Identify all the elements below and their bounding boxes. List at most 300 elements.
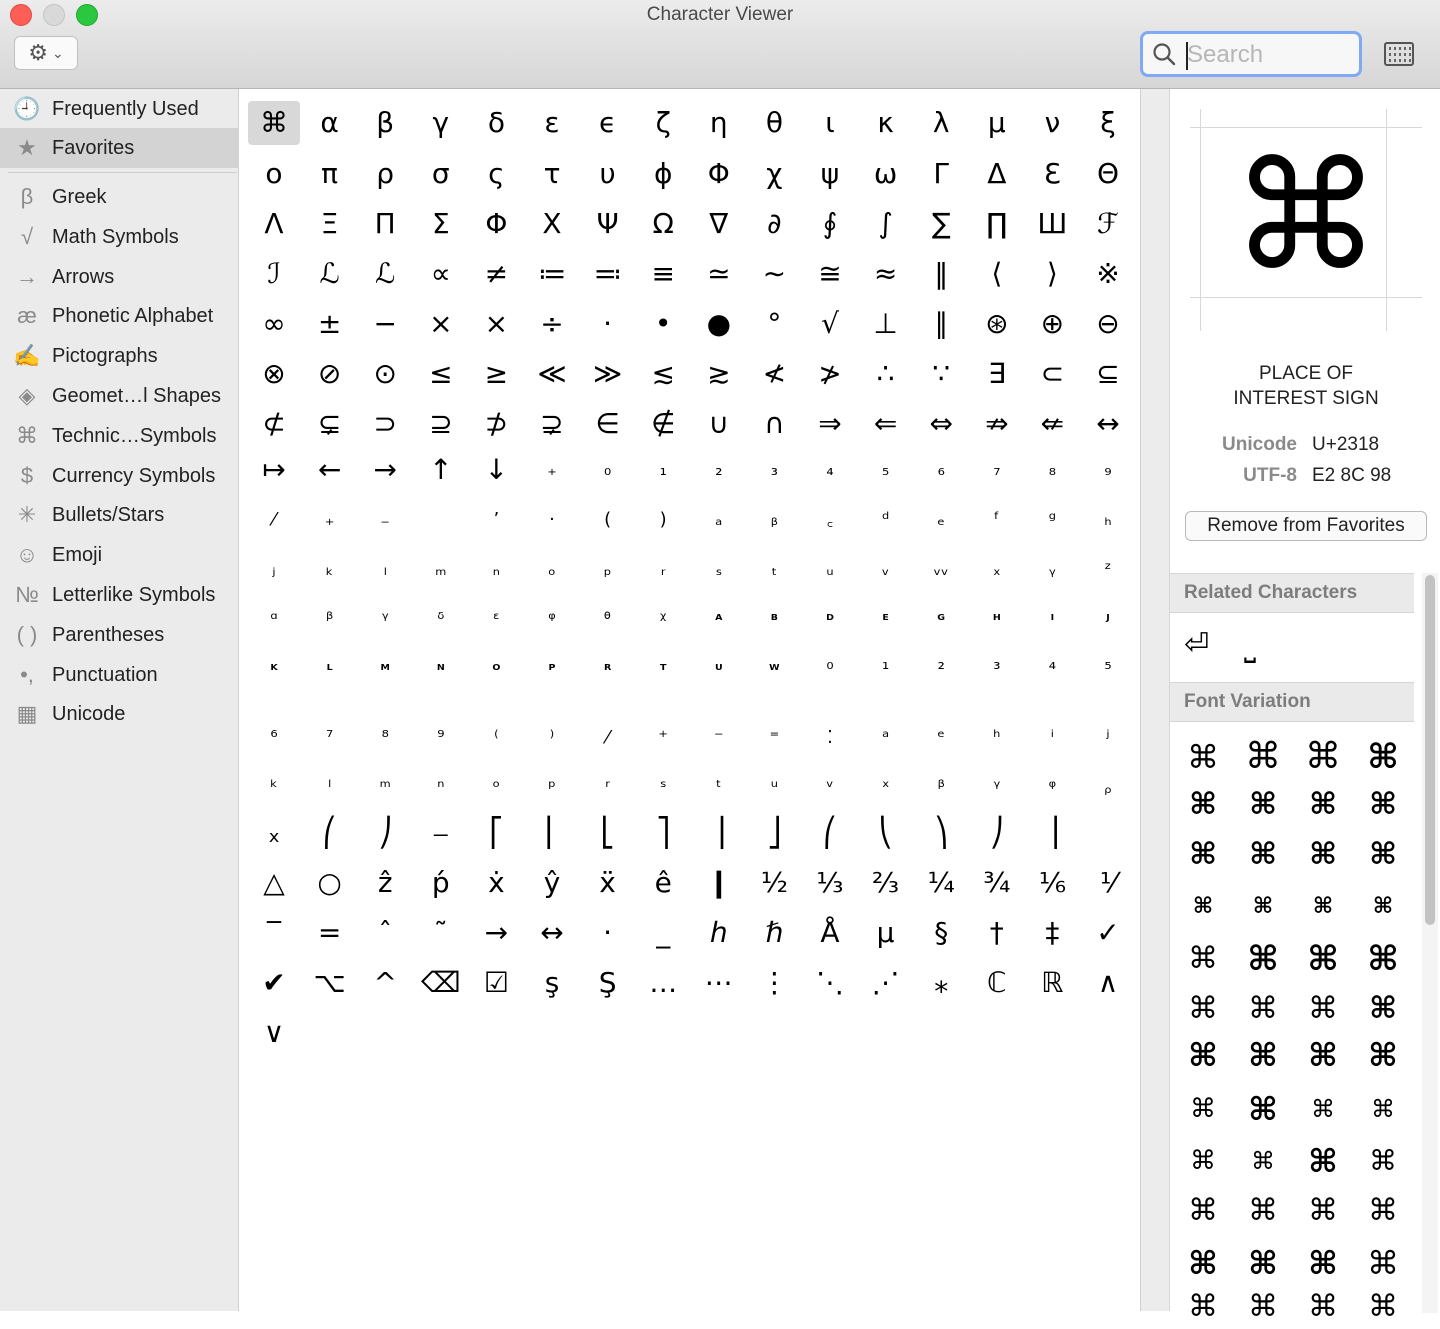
character-cell[interactable]: ᵟ [437, 609, 445, 630]
character-cell[interactable]: ≥ [484, 357, 509, 390]
keyboard-viewer-icon[interactable] [1384, 42, 1414, 66]
character-cell[interactable]: ÷ [540, 307, 564, 340]
character-cell[interactable]: ⎢ [545, 816, 559, 849]
character-cell[interactable]: ₙ [492, 559, 500, 580]
character-cell[interactable]: ⋱ [816, 966, 844, 999]
font-variation-glyph[interactable]: ⌘ [1190, 1146, 1216, 1176]
character-cell[interactable]: ω [873, 157, 898, 190]
character-cell[interactable]: π [321, 157, 339, 190]
character-cell[interactable]: ● [706, 307, 732, 340]
font-variation-glyph[interactable]: ⌘ [1248, 991, 1278, 1026]
character-cell[interactable]: ᴶ [1106, 610, 1110, 629]
font-variation-glyph[interactable]: ⌘ [1192, 894, 1214, 919]
character-cell[interactable]: ₑ [937, 509, 945, 530]
character-cell[interactable]: ₅ [881, 459, 890, 480]
character-cell[interactable]: ṕ [431, 866, 450, 899]
character-cell[interactable]: ⎯ [433, 816, 448, 849]
character-cell[interactable]: − [373, 307, 397, 340]
character-cell[interactable]: ₆ [937, 459, 945, 480]
font-variation-glyph[interactable]: ⌘ [1305, 736, 1341, 777]
character-cell[interactable]: Θ [1096, 157, 1120, 190]
character-cell[interactable]: ⊂ [1040, 357, 1065, 390]
character-cell[interactable]: ⊆ [1096, 357, 1120, 390]
character-cell[interactable]: υ [599, 157, 616, 190]
character-cell[interactable]: ⁄ [606, 727, 610, 748]
character-cell[interactable]: ẋ [488, 866, 505, 899]
font-variation-glyph[interactable]: ⌘ [1308, 1193, 1338, 1228]
character-cell[interactable]: ∵ [932, 357, 951, 390]
sidebar-item-greek[interactable] [0, 177, 239, 217]
character-cell[interactable]: ∼ [762, 257, 787, 290]
character-cell[interactable]: ⊗ [262, 357, 286, 390]
character-cell[interactable]: Ş [598, 966, 617, 999]
character-cell[interactable]: ⋯ [704, 966, 733, 999]
character-cell[interactable]: ∇ [709, 207, 729, 240]
character-cell[interactable]: ᵀ [659, 660, 667, 679]
character-cell[interactable]: ⌥ [313, 966, 346, 999]
character-cell[interactable]: ʲ [1106, 727, 1110, 748]
character-cell[interactable]: ⇒ [818, 407, 842, 440]
character-cell[interactable]: ○ [317, 866, 342, 899]
character-cell[interactable]: λ [932, 106, 950, 139]
character-cell[interactable]: ᵠ [1048, 777, 1057, 798]
character-cell[interactable]: ≡ [651, 257, 675, 290]
character-cell[interactable]: ⁶ [270, 727, 278, 748]
character-cell[interactable]: η [709, 106, 728, 139]
font-variation-glyph[interactable]: ⌘ [1248, 1244, 1278, 1282]
sidebar-item-technic-symbols[interactable] [0, 416, 239, 456]
font-variation-glyph[interactable]: ⌘ [1188, 1193, 1218, 1228]
character-cell[interactable]: ² [937, 659, 945, 680]
character-cell[interactable]: ¼ [927, 866, 955, 899]
character-cell[interactable]: ⁎ [934, 966, 949, 999]
character-cell[interactable]: ← [317, 453, 342, 486]
character-cell[interactable]: ᵨ [1104, 777, 1112, 798]
character-cell[interactable]: ᵍ [1048, 509, 1057, 530]
character-cell[interactable]: ᵥ [881, 559, 890, 580]
character-cell[interactable]: ᴰ [826, 610, 834, 629]
character-cell[interactable]: ₉ [1104, 459, 1112, 480]
character-cell[interactable]: ✔ [262, 966, 286, 999]
character-cell[interactable]: ψ [820, 157, 840, 190]
character-cell[interactable]: ≃ [707, 257, 731, 290]
character-cell[interactable]: ᵖ [548, 777, 556, 798]
character-cell[interactable]: ᶻ [1104, 559, 1112, 580]
font-variation-glyph[interactable]: ⌘ [1248, 1036, 1278, 1074]
sidebar-item-arrows[interactable] [0, 257, 239, 297]
character-cell[interactable]: … [649, 966, 678, 999]
font-variation-glyph[interactable]: ⌘ [1308, 1244, 1338, 1282]
character-cell[interactable]: ᵘ [770, 777, 779, 798]
character-cell[interactable]: ≪ [537, 357, 567, 390]
character-cell[interactable]: † [989, 916, 1004, 949]
character-cell[interactable]: σ [431, 157, 450, 190]
character-cell[interactable]: ⟨ [991, 257, 1003, 290]
character-cell[interactable]: ⊙ [373, 357, 397, 390]
character-cell[interactable]: ⌫ [421, 966, 461, 999]
character-cell[interactable]: Δ [987, 157, 1007, 190]
character-cell[interactable]: ξ [1100, 106, 1116, 139]
character-cell[interactable]: ∫ [878, 207, 893, 240]
character-cell[interactable]: ( [604, 509, 612, 530]
sidebar-item-frequently-used[interactable] [0, 89, 239, 129]
character-cell[interactable]: ᵁ [714, 660, 723, 679]
character-cell[interactable]: ∪ [708, 407, 730, 440]
character-cell[interactable]: ⎛ [322, 816, 337, 849]
character-cell[interactable]: ⎦ [767, 816, 782, 849]
character-cell[interactable]: ʰ [993, 727, 1001, 748]
character-cell[interactable]: ⊥ [873, 307, 898, 340]
character-cell[interactable]: ⊇ [429, 407, 453, 440]
character-cell[interactable]: ∈ [595, 407, 620, 440]
character-cell[interactable]: ∝ [430, 257, 451, 290]
sidebar-item-unicode[interactable] [0, 694, 239, 734]
character-cell[interactable]: ₕ [1104, 509, 1112, 530]
character-cell[interactable]: χ [766, 157, 783, 190]
character-cell[interactable]: ° [767, 307, 782, 340]
character-cell[interactable]: ᴴ [992, 610, 1001, 629]
font-variation-glyph[interactable]: ⌘ [1308, 1036, 1338, 1074]
character-cell[interactable]: ∉ [650, 407, 676, 440]
character-cell[interactable]: ν [1044, 106, 1061, 139]
character-cell[interactable]: ẑ [377, 866, 393, 899]
font-variation-glyph[interactable]: ⌘ [1248, 1090, 1278, 1128]
character-cell[interactable]: ᴬ [715, 610, 723, 629]
character-cell[interactable]: ⇐ [873, 407, 898, 440]
character-cell[interactable]: ᴸ [326, 660, 333, 679]
font-variation-glyph[interactable]: ⌘ [1188, 1036, 1218, 1074]
character-cell[interactable]: ↑ [429, 453, 453, 486]
character-cell[interactable]: ℒ [375, 257, 396, 290]
character-cell[interactable]: ℝ [1041, 966, 1064, 999]
character-cell[interactable]: ∮ [822, 207, 838, 240]
sidebar-item-bullets-stars[interactable] [0, 495, 239, 535]
character-cell[interactable]: → [373, 453, 397, 486]
character-cell[interactable]: ϵ [598, 106, 617, 139]
font-variation-glyph[interactable]: ⌘ [1367, 1244, 1399, 1282]
character-cell[interactable]: ‡ [1045, 916, 1060, 949]
character-cell[interactable]: ⎣ [600, 816, 615, 849]
font-variation-glyph[interactable]: ⌘ [1189, 837, 1217, 872]
character-cell[interactable]: ᵂ [769, 660, 780, 679]
character-cell[interactable]: Π [374, 207, 396, 240]
font-variation-glyph[interactable]: ⌘ [1309, 787, 1337, 822]
character-cell[interactable]: ± [317, 307, 342, 340]
sidebar-item-punctuation[interactable] [0, 655, 239, 695]
character-cell[interactable]: θ [765, 106, 783, 139]
character-cell[interactable]: ᵞ [381, 609, 389, 630]
font-variation-glyph[interactable]: ⌘ [1188, 1244, 1218, 1282]
character-cell[interactable]: ✓ [1096, 916, 1120, 949]
font-variation-glyph[interactable]: ⌘ [1369, 787, 1397, 822]
character-cell[interactable]: ⎠ [989, 816, 1004, 849]
character-cell[interactable]: ⊄ [262, 407, 286, 440]
font-variation-glyph[interactable]: ⌘ [1248, 1193, 1278, 1228]
font-variation-glyph[interactable]: ⌘ [1248, 1289, 1278, 1324]
character-cell[interactable]: ᵞ [993, 777, 1001, 798]
character-cell[interactable]: ≲ [651, 357, 675, 390]
character-cell[interactable]: α [320, 106, 339, 139]
character-cell[interactable]: ⁾ [549, 727, 555, 748]
character-cell[interactable]: ⁴ [1048, 659, 1056, 680]
character-cell[interactable]: ℂ [987, 966, 1007, 999]
character-cell[interactable]: ₋ [380, 509, 390, 530]
sidebar-item-favorites[interactable] [0, 128, 239, 168]
font-variation-header[interactable] [1170, 682, 1414, 722]
character-cell[interactable]: ⎟ [1045, 816, 1060, 849]
character-cell[interactable]: ⋮ [760, 966, 789, 999]
character-cell[interactable]: Γ [933, 157, 949, 190]
remove-from-favorites-button[interactable]: Remove from Favorites [1185, 511, 1427, 541]
character-cell[interactable]: ⁼ [769, 727, 780, 748]
character-cell[interactable]: ⎠ [378, 816, 393, 849]
font-variation-glyph[interactable]: ⌘ [1307, 939, 1339, 979]
character-cell[interactable]: ᵃ [882, 727, 890, 748]
related-characters-header[interactable] [1170, 573, 1414, 613]
character-cell[interactable]: ⅙ [1038, 866, 1066, 899]
character-cell[interactable]: ι [825, 106, 835, 139]
character-cell[interactable]: ᴵ [1050, 610, 1055, 629]
character-cell[interactable]: κ [877, 106, 894, 139]
character-cell[interactable]: ⁵ [1104, 659, 1112, 680]
character-cell[interactable]: ↦ [262, 453, 286, 486]
character-cell[interactable]: ᴺ [436, 660, 445, 679]
character-cell[interactable]: ⅓ [816, 866, 844, 899]
character-cell[interactable]: ᵏ [270, 777, 278, 798]
character-cell[interactable]: ẍ [599, 866, 616, 899]
scrollbar-thumb[interactable] [1425, 575, 1435, 925]
font-variation-glyph[interactable]: ⌘ [1188, 991, 1218, 1026]
character-cell[interactable]: ⱼ [272, 559, 276, 580]
font-variation-glyph[interactable]: ⌘ [1247, 939, 1279, 979]
character-cell[interactable]: ᴿ [603, 660, 612, 679]
character-cell[interactable]: · [603, 307, 613, 340]
character-cell[interactable]: ς [488, 157, 505, 190]
character-cell[interactable]: ₖ [325, 559, 334, 580]
character-cell[interactable]: ₘ [435, 559, 447, 580]
character-cell[interactable]: ᵋ [493, 609, 500, 630]
character-cell[interactable]: ℐ [267, 257, 281, 290]
character-cell[interactable]: ∃ [987, 357, 1006, 390]
character-cell[interactable]: ℎ [709, 916, 728, 949]
character-cell[interactable]: ⁚ [827, 727, 833, 748]
character-cell[interactable]: = [317, 916, 342, 949]
character-cell[interactable]: ≳ [707, 357, 731, 390]
character-cell[interactable]: ꜀ [826, 509, 834, 530]
character-cell[interactable]: ᴱ [882, 610, 889, 629]
font-variation-glyph[interactable]: ⌘ [1369, 1144, 1397, 1177]
character-cell[interactable]: ‖ [934, 257, 949, 290]
character-cell[interactable]: ᴾ [548, 660, 556, 679]
character-cell[interactable]: ᵦ [770, 509, 778, 530]
character-cell[interactable]: ᵗ [716, 777, 722, 798]
character-cell[interactable]: ϕ [653, 157, 673, 190]
character-cell[interactable]: ˡ [328, 777, 332, 798]
character-cell[interactable]: ο [265, 157, 283, 190]
character-cell[interactable]: ᵐ [379, 777, 391, 798]
character-cell[interactable]: ᵝ [937, 777, 945, 798]
character-cell[interactable]: ε [544, 106, 560, 139]
font-variation-glyph[interactable]: ⌘ [1245, 736, 1281, 777]
character-cell[interactable]: ≕ [593, 257, 622, 290]
character-cell[interactable]: ½ [760, 866, 788, 899]
character-cell[interactable]: ⁷ [325, 727, 334, 748]
character-cell[interactable]: µ [876, 916, 895, 949]
character-cell[interactable]: ∩ [764, 407, 785, 440]
character-cell[interactable]: ❙ [707, 866, 731, 899]
character-cell[interactable]: ⇏ [985, 407, 1009, 440]
character-cell[interactable]: ) [659, 509, 667, 530]
character-cell[interactable]: ζ [655, 106, 671, 139]
character-cell[interactable]: → [484, 916, 509, 949]
character-cell[interactable]: ↔ [1096, 407, 1120, 440]
character-cell[interactable]: × [429, 307, 453, 340]
character-cell[interactable]: ⅔ [872, 866, 900, 899]
character-cell[interactable]: ₇ [993, 459, 1001, 480]
character-cell[interactable]: ≠ [484, 257, 509, 290]
sidebar-item-letterlike-symbols[interactable] [0, 575, 239, 615]
font-variation-glyph[interactable]: ⌘ [1368, 1036, 1398, 1074]
character-cell[interactable]: ≯ [818, 357, 842, 390]
character-cell[interactable] [415, 498, 467, 542]
search-field[interactable] [1140, 31, 1362, 77]
character-cell[interactable]: ³ [993, 659, 1001, 680]
character-cell[interactable]: ※ [1096, 257, 1120, 290]
character-cell[interactable]: ᵅ [270, 609, 278, 630]
character-cell[interactable]: Å [820, 916, 840, 949]
character-cell[interactable]: ∞ [262, 307, 286, 340]
font-variation-glyph[interactable]: ⌘ [1251, 1147, 1275, 1175]
character-cell[interactable]: ⋰ [871, 966, 900, 999]
character-cell[interactable]: Ш [1037, 207, 1068, 240]
font-variation-glyph[interactable]: ⌘ [1367, 737, 1399, 777]
character-cell[interactable]: ☑ [483, 966, 509, 999]
font-variation-glyph[interactable]: ⌘ [1252, 894, 1274, 919]
character-cell[interactable]: ₓ [992, 559, 1001, 580]
search-input[interactable] [1185, 38, 1359, 72]
character-cell[interactable]: § [934, 916, 949, 949]
character-cell[interactable]: ş [544, 966, 560, 999]
character-cell[interactable]: ≔ [538, 257, 566, 290]
character-cell[interactable]: ’ [493, 509, 500, 530]
character-cell[interactable]: △ [263, 866, 285, 899]
character-cell[interactable]: Λ [264, 207, 284, 240]
character-cell[interactable]: ˢ [659, 777, 667, 798]
character-cell[interactable]: ⎥ [711, 816, 726, 849]
character-cell[interactable]: μ [987, 106, 1006, 139]
character-cell[interactable]: ₃ [770, 459, 778, 480]
action-menu-button[interactable] [14, 36, 78, 70]
related-char-return[interactable]: ⏎ [1184, 627, 1210, 662]
font-variation-glyph[interactable]: ⌘ [1187, 738, 1219, 776]
character-cell[interactable]: ⁱ [1050, 727, 1054, 748]
font-variation-glyph[interactable]: ⌘ [1308, 1142, 1338, 1180]
character-cell[interactable]: ᵒ [492, 777, 501, 798]
character-cell[interactable]: Χ [542, 207, 562, 240]
font-variation-glyph[interactable]: ⌘ [1190, 1094, 1216, 1124]
character-cell[interactable]: ℒ [319, 257, 340, 290]
character-cell[interactable]: ⊖ [1096, 307, 1120, 340]
character-cell[interactable]: ₗ [383, 559, 387, 580]
character-cell[interactable]: ⊛ [985, 307, 1009, 340]
character-cell[interactable]: ᵛ [826, 777, 834, 798]
detail-scrollbar[interactable] [1422, 573, 1438, 1313]
character-cell[interactable]: ⁰ [826, 659, 834, 680]
character-cell[interactable]: ᵧ [1049, 559, 1056, 580]
character-cell[interactable]: ∴ [876, 357, 895, 390]
character-cell[interactable]: ᵈ [881, 509, 890, 530]
font-variation-glyph[interactable]: ⌘ [1188, 1289, 1218, 1324]
character-cell[interactable]: ⁽ [494, 727, 499, 748]
character-cell[interactable]: Ψ [596, 207, 619, 240]
character-cell[interactable]: β [376, 106, 395, 139]
character-cell[interactable]: ᴼ [492, 660, 501, 679]
character-cell[interactable]: ≅ [818, 257, 842, 290]
sidebar-item-emoji[interactable] [0, 535, 239, 575]
character-cell[interactable]: ê [654, 866, 672, 899]
character-cell[interactable]: ˜ [433, 916, 448, 949]
character-cell[interactable]: ₊ [547, 459, 557, 480]
character-cell[interactable]: ⁸ [381, 727, 389, 748]
character-cell[interactable]: ᴹ [380, 660, 390, 679]
font-variation-glyph[interactable]: ⌘ [1188, 941, 1218, 976]
character-cell[interactable]: ^ [373, 966, 397, 999]
character-cell[interactable]: · [603, 916, 613, 949]
character-cell[interactable]: ⎝ [878, 816, 893, 849]
character-cell[interactable]: ‾ [267, 916, 281, 949]
character-cell[interactable]: ₁ [659, 459, 667, 480]
character-cell[interactable]: × [484, 307, 509, 340]
font-variation-glyph[interactable]: ⌘ [1371, 1095, 1395, 1123]
character-cell[interactable]: ₄ [826, 459, 834, 480]
character-cell[interactable]: ρ [376, 157, 395, 190]
character-cell[interactable]: · [549, 509, 555, 530]
character-cell[interactable]: ˣ [881, 777, 890, 798]
font-variation-glyph[interactable]: ⌘ [1308, 991, 1338, 1026]
font-variation-glyph[interactable]: ⌘ [1311, 1095, 1335, 1123]
character-cell[interactable]: ᶿ [603, 609, 612, 630]
character-cell[interactable]: ≮ [762, 357, 787, 390]
character-cell[interactable]: ᵝ [325, 609, 334, 630]
character-cell[interactable]: ⁹ [437, 727, 445, 748]
character-cell[interactable]: ⎡ [489, 816, 504, 849]
character-cell[interactable]: _ [656, 916, 671, 949]
character-cell[interactable]: ᵉ [937, 727, 945, 748]
character-cell[interactable]: ≈ [873, 257, 898, 290]
sidebar-item-pictographs[interactable] [0, 336, 239, 376]
character-cell[interactable]: ∧ [1097, 966, 1119, 999]
character-cell[interactable]: Ɛ [1043, 157, 1061, 190]
character-cell[interactable]: ⁻ [714, 727, 724, 748]
font-variation-glyph[interactable]: ⌘ [1368, 1193, 1398, 1228]
character-cell[interactable]: ¾ [983, 866, 1011, 899]
character-cell[interactable]: ŷ [543, 866, 561, 899]
character-cell[interactable]: ᵥᵥ [933, 559, 949, 580]
character-cell[interactable]: ⁿ [437, 777, 445, 798]
character-cell[interactable]: √ [821, 307, 839, 340]
character-cell[interactable]: δ [487, 106, 505, 139]
font-variation-glyph[interactable]: ⌘ [1312, 894, 1334, 919]
character-cell[interactable]: ℏ [765, 916, 784, 949]
character-cell[interactable] [1082, 811, 1134, 855]
character-cell[interactable]: ₊ [324, 509, 335, 530]
character-cell[interactable]: ₜ [771, 559, 778, 580]
character-cell[interactable]: ʳ [605, 777, 610, 798]
character-cell[interactable]: ₛ [715, 559, 723, 580]
font-variation-glyph[interactable]: ⌘ [1368, 1289, 1398, 1324]
character-cell[interactable]: ₈ [1048, 459, 1056, 480]
font-variation-glyph[interactable]: ⌘ [1189, 787, 1217, 822]
